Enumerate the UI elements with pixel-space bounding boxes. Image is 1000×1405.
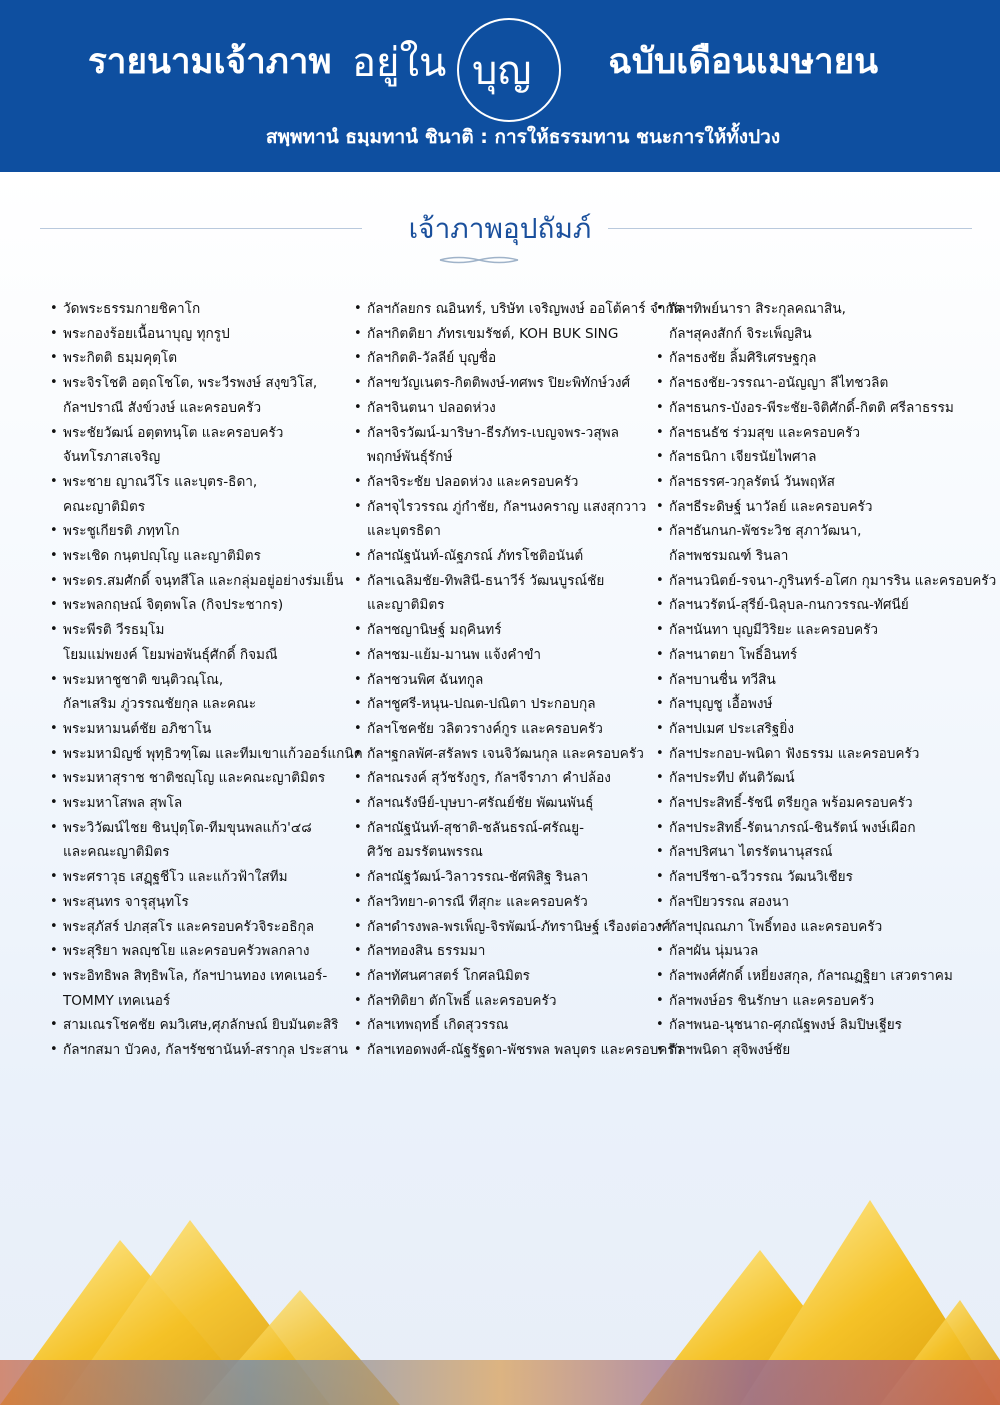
golden-pagodas-decoration — [0, 1180, 1000, 1405]
donor-item: • กัลฯบุญชู เอื้อพงษ์ — [656, 692, 986, 717]
donor-item: • กัลฯธงชัย-วรรณา-อนัญญา ลีไทชวลิต — [656, 371, 986, 396]
donor-item: • กัลฯธนกร-บังอร-พีระชัย-จิติศักดิ์-กิตติ ศรีลาธรรม — [656, 396, 986, 421]
donor-item: • กัลฯเฉลิมชัย-ทิพสินี-ธนาวีร์ วัฒนบูรณ์ชัย — [354, 569, 654, 594]
donor-item: • กัลฯจิระชัย ปลอดห่วง และครอบครัว — [354, 470, 654, 495]
header-title-left: รายนามเจ้าภาพ — [88, 42, 332, 82]
donor-item: • สามเณรโชคชัย คมวิเศษ,ศุภลักษณ์ ยิบมันตะสิริ — [50, 1013, 350, 1038]
donor-item: • กัลฯธงชัย ลิ้มศิริเศรษฐกุล — [656, 346, 986, 371]
donor-item: • กัลฯธรรศ-วกุลรัตน์ วันพฤหัส — [656, 470, 986, 495]
donor-item: • กัลฯณัฐนันท์-สุชาติ-ชลันธรณ์-ศรัณยู- — [354, 816, 654, 841]
donor-item-continuation: และคณะญาติมิตร — [63, 844, 170, 861]
donor-item: • กัลฯกิตติยา ภัทรเขมรัชต์, KOH BUK SING — [354, 322, 654, 347]
donor-item: • กัลฯปริศนา ไตรรัตนานุสรณ์ — [656, 840, 986, 865]
donor-item: • กัลฯธนธัช ร่วมสุข และครอบครัว — [656, 421, 986, 446]
donor-item: • กัลฯธันกนก-พัชระวิช สุภาวัฒนา, — [656, 519, 986, 544]
donor-item: • พระจิรโชติ อตฺถโชโต, พระวีรพงษ์ สงฺขวิโส, — [50, 371, 350, 396]
donor-item: • กัลฯผัน นุ่มนวล — [656, 939, 986, 964]
donor-item: • พระมหาชูชาติ ขนฺติวณฺโณ, — [50, 668, 350, 693]
donor-item: • พระชัยวัฒน์ อตฺตทนฺโต และครอบครัว — [50, 421, 350, 446]
donor-item: • พระมหามนต์ชัย อภิชาโน — [50, 717, 350, 742]
donor-item-continuation: จันทโรภาสเจริญ — [63, 449, 161, 466]
donor-item: • พระสุภัสร์ ปภสฺสโร และครอบครัวจิระอธิกุล — [50, 915, 350, 940]
donor-item: • กัลฯพงศ์ศักดิ์ เหยี่ยงสกุล, กัลฯณฏฐิยา เสวตราคม — [656, 964, 986, 989]
donor-item-continuation: TOMMY เทคเนอร์ — [63, 992, 171, 1009]
donor-item: • พระพลกฤษณ์ จิตฺตพโล (กิจประชากร) — [50, 593, 350, 618]
donor-item: • พระเชิด กนฺตปญฺโญ และญาติมิตร — [50, 544, 350, 569]
donor-item: • กัลฯณรงค์ สุวัชรังกูร, กัลฯจีราภา คำปล้อง — [354, 766, 654, 791]
donor-item: • กัลฯเทพฤทธิ์ เกิดสุวรรณ — [354, 1013, 654, 1038]
donor-item: • กัลฯจินตนา ปลอดห่วง — [354, 396, 654, 421]
donor-item: • กัลฯดำรงพล-พรเพ็ญ-จิรพัฒน์-ภัทรานิษฐ์ เรืองต่อวงศ์ — [354, 915, 654, 940]
donor-item: • กัลฯปเมศ ประเสริฐยิ่ง — [656, 717, 986, 742]
donor-item: • วัดพระธรรมกายชิคาโก — [50, 297, 350, 322]
donor-column-2 — [354, 297, 683, 1063]
donor-item: • กัลฯประสิทธิ์-รัตนาภรณ์-ชินรัตน์ พงษ์เผือก — [656, 816, 986, 841]
donor-item: • กัลฯปิยวรรณ สองนา — [656, 890, 986, 915]
donor-item: • กัลฯพนอ-นุชนาถ-ศุภณัฐพงษ์ ลิมปิษเฐียร — [656, 1013, 986, 1038]
donor-item: • กัลฯทิติยา ตักโพธิ์ และครอบครัว — [354, 989, 654, 1014]
donor-column-1 — [50, 297, 363, 1063]
donor-item: • กัลฯจุไรวรรณ ภู่กำชัย, กัลฯนงคราญ แสงสุกวาว — [354, 495, 654, 520]
donor-item: • พระมหามิญช์ พุทฺธิวฑฺโฒ และทีมเขาแก้วออร์แกนิค — [50, 742, 350, 767]
donor-item: • กัลฯชูศรี-หนุน-ปณต-ปณิตา ประกอบกุล — [354, 692, 654, 717]
donor-item: • กัลฯประสิทธิ์-รัชนี ตรียกูล พร้อมครอบครัว — [656, 791, 986, 816]
logo-word-left: อยู่ใน — [352, 40, 447, 86]
donor-item: • กัลฯบานชื่น ทวีสิน — [656, 668, 986, 693]
donor-item: • พระสุริยา พลญฺชโย และครอบครัวพลกลาง — [50, 939, 350, 964]
donor-item: • กัลฯกัลยกร ณอินทร์, บริษัท เจริญพงษ์ ออโต้คาร์ จำกัด — [354, 297, 654, 322]
donor-item: • กัลฯกสมา บัวคง, กัลฯรัชชานันท์-สรากุล ประสาน — [50, 1038, 350, 1063]
donor-item: • กัลฯนันทา บุญมีวิริยะ และครอบครัว — [656, 618, 986, 643]
ornament-icon — [438, 255, 520, 265]
donor-column-3 — [656, 297, 997, 1063]
donor-item: • กัลฯวิทยา-ดารณี ทีสุกะ และครอบครัว — [354, 890, 654, 915]
donor-item: • กัลฯณรังษีย์-บุษบา-ศรัณย์ชัย พัฒนพันธุ์ — [354, 791, 654, 816]
donor-item: • พระกิตติ ธมฺมคุตฺโต — [50, 346, 350, 371]
donor-item-continuation: คณะญาติมิตร — [63, 498, 146, 515]
donor-item-continuation: ศิวัช อมรรัตนพรรณ — [367, 844, 483, 861]
donor-item: • กัลฯทองสิน ธรรมมา — [354, 939, 654, 964]
donor-item: • พระอิทธิพล สิทฺธิพโล, กัลฯปานทอง เทคเนอร์- — [50, 964, 350, 989]
donor-item: • พระกองร้อยเนื้อนาบุญ ทุกรูป — [50, 322, 350, 347]
donor-item: • กัลฯทิพย์นารา สิระกุลคณาสิน, — [656, 297, 986, 322]
donor-item: • กัลฯปุณณภา โพธิ์ทอง และครอบครัว — [656, 915, 986, 940]
section-title: เจ้าภาพอุปถัมภ์ — [408, 212, 592, 245]
donor-item: • กัลฯโชคชัย วลิตวรางค์กูร และครอบครัว — [354, 717, 654, 742]
donor-item: • กัลฯประกอบ-พนิดา ฟังธรรม และครอบครัว — [656, 742, 986, 767]
donor-item: • พระชูเกียรติ ภทฺทโก — [50, 519, 350, 544]
donor-item-continuation: พฤกษ์พันธุ์รักษ์ — [367, 449, 453, 466]
donor-item: • พระศราวุธ เสฏฺฐชีโว และแก้วฟ้าใสทีม — [50, 865, 350, 890]
donor-item-continuation: กัลฯเสริม ภู่วรรณชัยกุล และคณะ — [63, 696, 257, 713]
donor-item-continuation: กัลฯปราณี สังข์วงษ์ และครอบครัว — [63, 399, 262, 416]
donor-item: • กัลฯนวนิตย์-รจนา-ภูรินทร์-อโศก กุมารริน และครอบครัว — [656, 569, 986, 594]
donor-item: • กัลฯนาตยา โพธิ์อินทร์ — [656, 643, 986, 668]
donor-item: • กัลฯพนิดา สุจิพงษ์ชัย — [656, 1038, 986, 1063]
donor-item: • กัลฯจิรวัฒน์-มาริษา-ธีรภัทร-เบญจพร-วสุพล — [354, 421, 654, 446]
donor-item: • พระวิวัฒน์ไชย ชินปุตฺโต-ทีมขุนพลแก้ว'๔๘ — [50, 816, 350, 841]
header-title-right: ฉบับเดือนเมษายน — [608, 42, 879, 82]
donor-item: • กัลฯณัฐนันท์-ณัฐภรณ์ ภัทรโชติอนันต์ — [354, 544, 654, 569]
donor-item: • กัลฯณัฐวัฒน์-วิลาวรรณ-ชัศพิสิฐ รินลา — [354, 865, 654, 890]
donor-item: • กัลฯนวรัตน์-สุรีย์-นิลุบล-กนกวรรณ-ทัศนีย์ — [656, 593, 986, 618]
donor-item: • พระสุนทร จารุสุนฺทโร — [50, 890, 350, 915]
donor-item: • พระดร.สมศักดิ์ จนฺทสีโล และกลุ่มอยู่อย่างร่มเย็น — [50, 569, 350, 594]
donor-item: • กัลฯชวนพิศ ฉันทกูล — [354, 668, 654, 693]
donor-item: • กัลฯชญานิษฐ์ มฤคินทร์ — [354, 618, 654, 643]
header-subtitle: สพฺพทานํ ธมฺมทานํ ชินาติ : การให้ธรรมทาน ชนะการให้ทั้งปวง — [265, 126, 781, 148]
donor-item: • กัลฯฐกลพัศ-สรัลพร เจนจิวัฒนกุล และครอบครัว — [354, 742, 654, 767]
donor-item: • พระมหาโสพล สุพโล — [50, 791, 350, 816]
donor-item-continuation: โยมแม่พยงค์ โยมพ่อพันธุ์ศักดิ์ กิจมณี — [63, 646, 278, 663]
donor-item: • กัลฯพงษ์อร ชินรักษา และครอบครัว — [656, 989, 986, 1014]
donor-item: • กัลฯประทีป ตันติวัฒน์ — [656, 766, 986, 791]
donor-item: • กัลฯธนิกา เจียรนัยไพศาล — [656, 445, 986, 470]
donor-item: • กัลฯขวัญเนตร-กิตติพงษ์-ทศพร ปิยะพิทักษ์วงศ์ — [354, 371, 654, 396]
donor-item-continuation: และบุตรธิดา — [367, 523, 441, 540]
donor-item: • กัลฯปรีชา-ฉวีวรรณ วัฒนวิเชียร — [656, 865, 986, 890]
donor-item: • กัลฯทัศนศาสตร์ โกศลนิมิตร — [354, 964, 654, 989]
donor-item: • กัลฯเทอดพงศ์-ณัฐรัฐดา-พัชรพล พลบุตร และครอบครัว — [354, 1038, 654, 1063]
donor-item: • กัลฯธีระดิษฐ์ นาวัลย์ และครอบครัว — [656, 495, 986, 520]
donor-item-continuation: กัลฯสุคงสักก์ จิระเพ็ญสิน — [669, 325, 812, 342]
donor-item: • กัลฯชม-แย้ม-มานพ แจ้งคำขำ — [354, 643, 654, 668]
donor-item: • พระมหาสุราช ชาติชญฺโญ และคณะญาติมิตร — [50, 766, 350, 791]
donor-item: • พระชาย ญาณวีโร และบุตร-ธิดา, — [50, 470, 350, 495]
donor-item: • กัลฯกิตติ-วัลลีย์ บุญชื่อ — [354, 346, 654, 371]
logo-word-right: บุญ — [472, 48, 532, 94]
header-banner — [0, 0, 1000, 172]
donor-item-continuation: และญาติมิตร — [367, 597, 445, 614]
donor-item: • พระพีรติ วีรธมฺโม — [50, 618, 350, 643]
donor-item-continuation: กัลฯพชรมณฑ์ รินลา — [669, 548, 789, 565]
